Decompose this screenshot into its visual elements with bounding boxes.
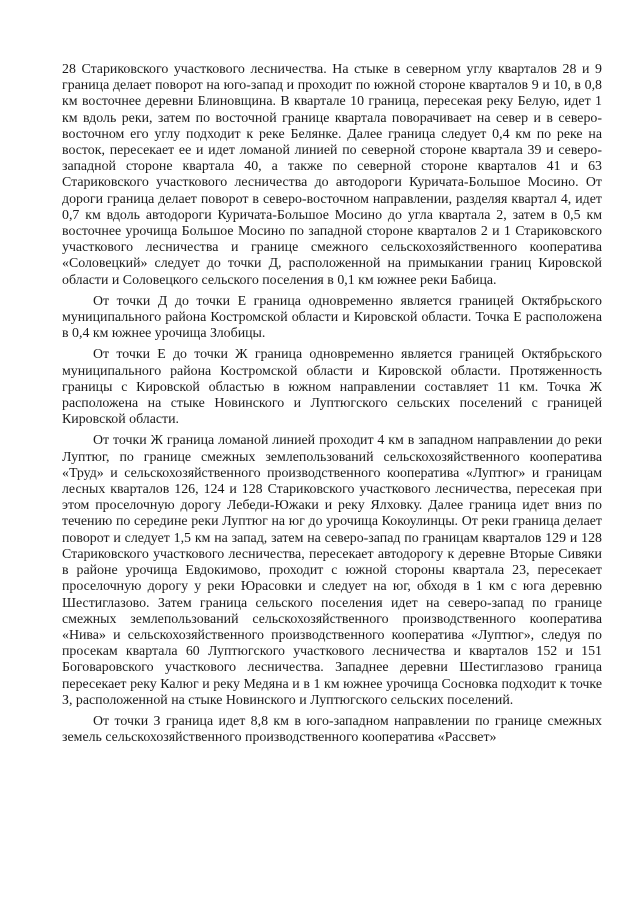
paragraph-1: 28 Стариковского участкового лесничества. На стыке в северном углу кварталов 28 и 9 граница делает поворот на юго-запад и проходит по южной стороне кварталов 9 и 10, в 0,8 км восточнее деревни Блиновщина. В квартале 10 граница, пересекая реку Белую, идет 1 км вдоль реки, затем по восточной границе квартала поворачивает на север и в северо-восточном его углу подходит к реке Белянке. Далее граница следует 0,4 км по реке на восток, пересекает ее и идет ломаной линией по северной стороне квартала 39 и северо-западной стороне квартала 40, а также по северной стороне кварталов 41 и 63 Стариковского участкового лесничества до автодороги Куричата-Большое Мосино. От дороги граница делает поворот в северо-восточном направлении, разделяя квартал 4, идет 0,7 км вдоль автодороги Куричата-Большое Мосино до угла квартала 2, затем в 0,5 км восточнее урочища Большое Мосино по западной стороне кварталов 2 и 1 Стариковского участкового лесничества и границе смежного сельскохозяйственного кооператива «Соловецкий» следует до точки Д, расположенной на примыкании границ Кировской области и Соловецкого сельского поселения в 0,1 км южнее реки Бабица. <box>62 62 602 288</box>
paragraph-5: От точки З граница идет 8,8 км в юго-западном направлении по границе смежных земель сельскохозяйственного производственного кооператива «Рассвет» <box>62 713 602 746</box>
paragraph-2: От точки Д до точки Е граница одновременно является границей Октябрьского муниципального района Костромской области и Кировской области. Точка Е расположена в 0,4 км южнее урочища Злобицы. <box>62 293 602 342</box>
paragraph-3: От точки Е до точки Ж граница одновременно является границей Октябрьского муниципального района Костромской области и Кировской области. Протяженность границы с Кировской областью в южном направлении составляет 11 км. Точка Ж расположена на стыке Новинского и Луптюгского сельских поселений с границей Кировской области. <box>62 347 602 428</box>
document-page <box>62 62 602 751</box>
paragraph-4: От точки Ж граница ломаной линией проходит 4 км в западном направлении до реки Луптюг, по границе смежных землепользований сельскохозяйственного кооператива «Труд» и сельскохозяйственного производственного кооператива «Луптюг» и границам лесных кварталов 126, 124 и 128 Стариковского участкового лесничества, пересекая при этом проселочную дорогу Лебеди-Южаки и реку Ялховку. Далее граница идет вниз по течению по середине реки Луптюг на юг до урочища Кокоулинцы. От реки граница делает поворот и следует 1,5 км на запад, затем на северо-запад по границам кварталов 129 и 128 Стариковского участкового лесничества, пересекает автодорогу к деревне Вторые Сивяки в районе урочища Евдокимово, проходит с южной стороны квартала 23, пересекает проселочную дорогу у реки Юрасовки и следует на юг, обходя в 1 км с юга деревню Шестиглазово. Затем граница сельского поселения идет на северо-запад по границе смежных землепользований сельскохозяйственного производственного кооператива «Нива» и сельскохозяйственного производственного кооператива «Луптюг», следуя по просекам квартала 60 Луптюгского участкового лесничества и кварталов 152 и 151 Боговаровского участкового лесничества. Западнее деревни Шестиглазово граница пересекает реку Калюг и реку Медяна и в 1 км южнее урочища Сосновка подходит к точке З, расположенной на стыке Новинского и Луптюгского сельских поселений. <box>62 433 602 708</box>
